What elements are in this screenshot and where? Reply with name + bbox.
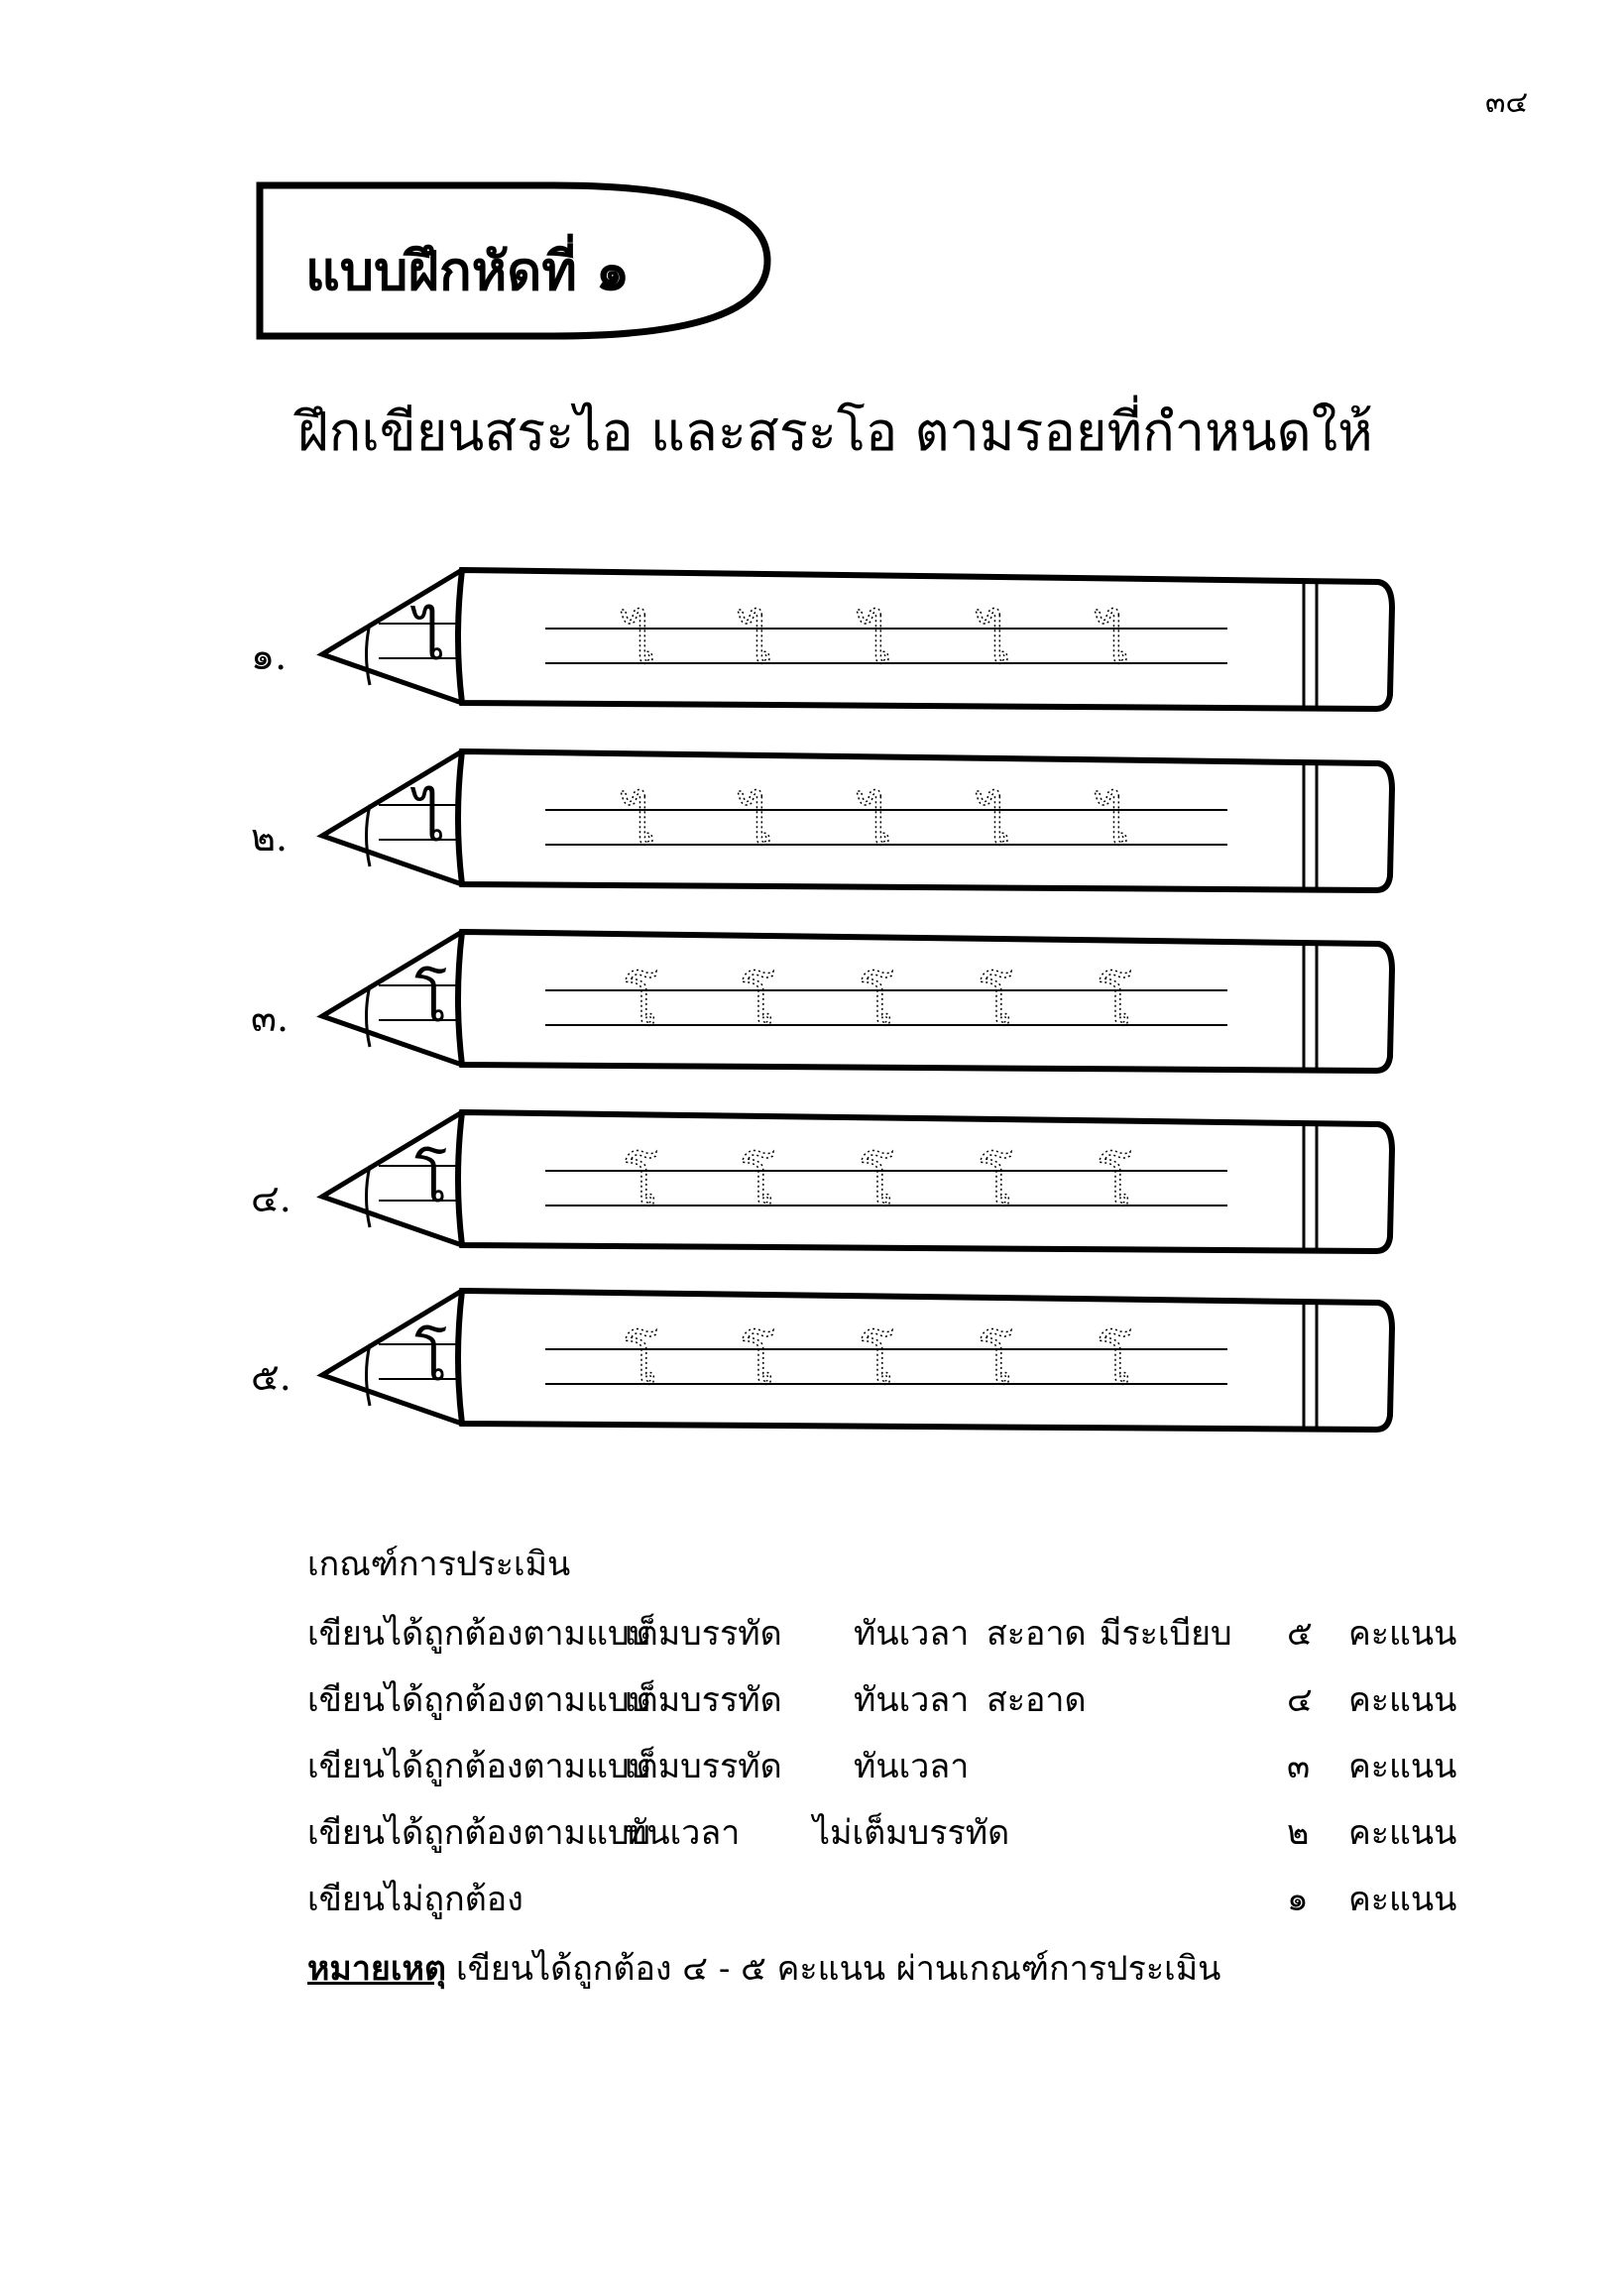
criteria-text: เขียนไม่ถูกต้อง (307, 1880, 523, 1919)
criteria-score: ๔ (1287, 1680, 1313, 1720)
trace-letter[interactable]: โ (625, 1326, 658, 1399)
trace-letter[interactable]: ไ (625, 606, 656, 678)
row-number: ๒. (251, 816, 289, 860)
trace-letter[interactable]: ไ (861, 787, 892, 860)
criteria-unit: คะแนน (1348, 1813, 1457, 1853)
criteria-text: เต็มบรรทัด (625, 1747, 782, 1786)
pencil-row (251, 570, 1392, 709)
criteria-text: ไม่เต็มบรรทัด (813, 1813, 1010, 1853)
criteria-text: มีระเบียบ (1100, 1614, 1232, 1654)
trace-letter[interactable]: โ (1099, 968, 1132, 1040)
trace-letter[interactable]: โ (861, 968, 894, 1040)
trace-letter[interactable]: ไ (1099, 606, 1130, 678)
criteria-score: ๓ (1287, 1747, 1311, 1786)
pencil-row (251, 1291, 1392, 1430)
trace-letter[interactable]: ไ (980, 606, 1011, 678)
trace-letter[interactable]: โ (1099, 1326, 1132, 1399)
pencil-body (458, 932, 1392, 1071)
trace-letter[interactable]: โ (980, 1326, 1013, 1399)
criteria-unit: คะแนน (1348, 1680, 1457, 1720)
criteria-text: เขียนได้ถูกต้องตามแบบ (307, 1747, 651, 1786)
pencil-body (458, 1291, 1392, 1430)
sample-letter: ไ (414, 602, 446, 674)
pencil-row (251, 751, 1392, 890)
row-number: ๑. (251, 634, 288, 678)
criteria-score: ๒ (1287, 1813, 1310, 1853)
pencil-row (251, 1112, 1392, 1251)
trace-letter[interactable]: โ (1099, 1148, 1132, 1220)
row-number: ๔. (251, 1177, 291, 1220)
trace-letter[interactable]: ไ (625, 787, 656, 860)
criteria-text: ทันเวลา (854, 1614, 970, 1654)
pencil-body (458, 751, 1392, 890)
trace-letter[interactable]: โ (861, 1326, 894, 1399)
criteria-text: เต็มบรรทัด (625, 1614, 782, 1654)
exercise-title: แบบฝึกหัดที่ ๑ (305, 239, 631, 302)
pencil-body (458, 1112, 1392, 1251)
row-number: ๓. (251, 996, 290, 1040)
criteria-text: เขียนได้ถูกต้องตามแบบ (307, 1680, 651, 1720)
pencil-row (251, 932, 1392, 1071)
page-number: ๓๔ (1485, 85, 1529, 120)
trace-letter[interactable]: ไ (1099, 787, 1130, 860)
criteria-text: สะอาด (986, 1680, 1087, 1720)
criteria-text: เขียนได้ถูกต้องตามแบบ (307, 1614, 651, 1654)
trace-letter[interactable]: โ (742, 1148, 775, 1220)
criteria-unit: คะแนน (1348, 1747, 1457, 1786)
criteria-text: ทันเวลา (854, 1680, 970, 1720)
criteria-text: สะอาด (986, 1614, 1087, 1654)
sample-letter: โ (414, 1322, 448, 1395)
sample-letter: ไ (414, 783, 446, 856)
note-label: หมายเหตุ (307, 1949, 446, 1989)
criteria-text: ทันเวลา (625, 1813, 741, 1853)
trace-letter[interactable]: ไ (742, 787, 773, 860)
criteria-text: เขียนได้ถูกต้องตามแบบ (307, 1813, 651, 1853)
criteria-score: ๕ (1287, 1614, 1313, 1654)
trace-letter[interactable]: โ (980, 1148, 1013, 1220)
instruction: ฝึกเขียนสระไอ และสระโอ ตามรอยที่กำหนดให้ (297, 401, 1373, 463)
trace-letter[interactable]: โ (625, 1148, 658, 1220)
criteria-unit: คะแนน (1348, 1880, 1457, 1919)
trace-letter[interactable]: โ (742, 968, 775, 1040)
note-text: เขียนได้ถูกต้อง ๔ - ๕ คะแนน ผ่านเกณฑ์การประเมิน (456, 1949, 1221, 1989)
criteria-score: ๑ (1287, 1880, 1309, 1919)
pencil-body (458, 570, 1392, 709)
trace-letter[interactable]: โ (861, 1148, 894, 1220)
trace-letter[interactable]: โ (980, 968, 1013, 1040)
row-number: ๕. (251, 1355, 291, 1399)
criteria-unit: คะแนน (1348, 1614, 1457, 1654)
sample-letter: โ (414, 964, 448, 1036)
trace-letter[interactable]: ไ (980, 787, 1011, 860)
sample-letter: โ (414, 1144, 448, 1216)
trace-letter[interactable]: โ (625, 968, 658, 1040)
trace-letter[interactable]: ไ (861, 606, 892, 678)
trace-letter[interactable]: ไ (742, 606, 773, 678)
criteria-text: ทันเวลา (854, 1747, 970, 1786)
trace-letter[interactable]: โ (742, 1326, 775, 1399)
criteria-text: เต็มบรรทัด (625, 1680, 782, 1720)
criteria-heading: เกณฑ์การประเมิน (307, 1545, 571, 1584)
